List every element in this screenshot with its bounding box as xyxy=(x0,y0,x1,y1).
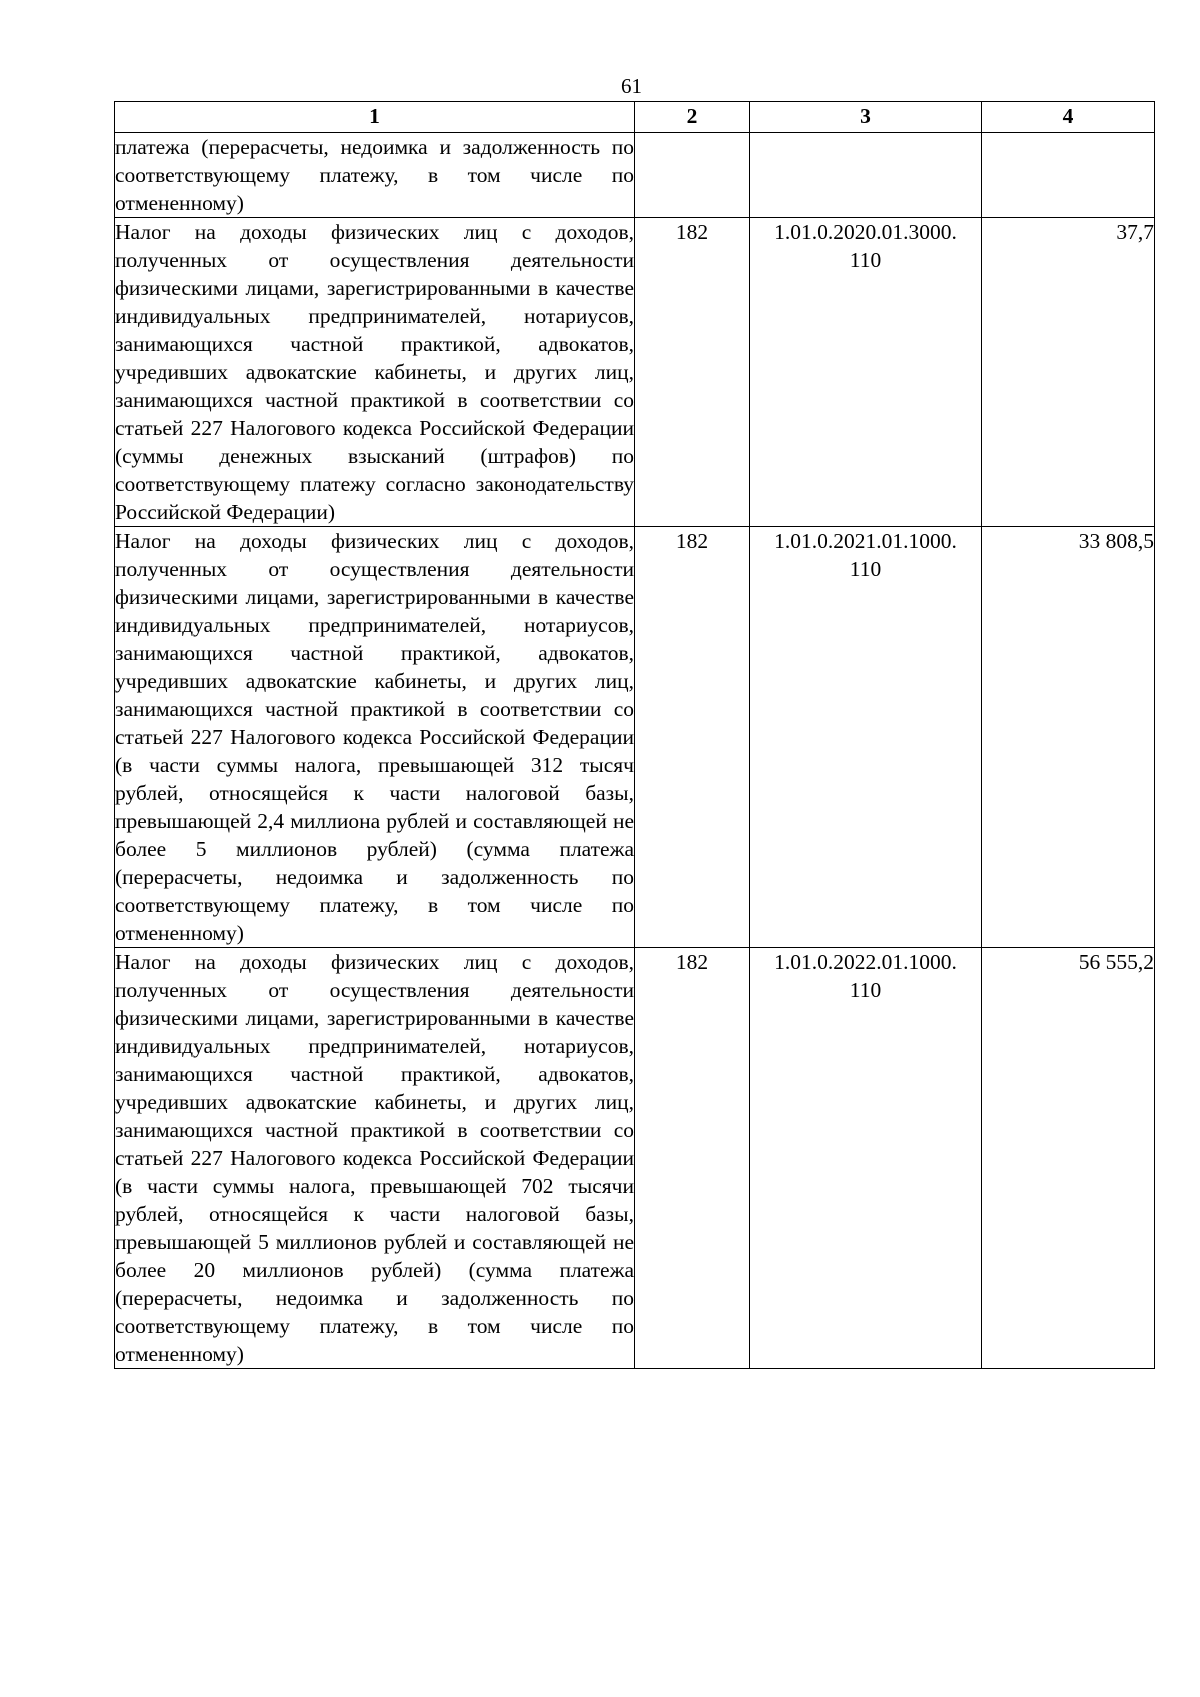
budget-code-line-2: 110 xyxy=(849,978,882,1002)
table-header-row xyxy=(115,102,1155,133)
row-budget-code xyxy=(750,218,982,527)
table-row xyxy=(115,133,1155,218)
row-budget-code xyxy=(750,133,982,218)
row-admin-code xyxy=(635,133,750,218)
row-description: платежа (перерасчеты, недоимка и задолженность по соответствующему платежу, в том числе по отмененному) xyxy=(115,133,635,218)
budget-code-line-1: 1.01.0.2021.01.1000. xyxy=(774,529,957,553)
table-row xyxy=(115,948,1155,1369)
row-amount xyxy=(982,133,1155,218)
budget-code-line-2: 110 xyxy=(849,557,882,581)
budget-code-line-1: 1.01.0.2020.01.3000. xyxy=(774,220,957,244)
row-amount: 37,7 xyxy=(982,218,1155,527)
row-admin-code: 182 xyxy=(635,218,750,527)
row-budget-code xyxy=(750,527,982,948)
row-amount: 56 555,2 xyxy=(982,948,1155,1369)
column-header-2: 2 xyxy=(635,102,750,133)
table-row xyxy=(115,218,1155,527)
table-row xyxy=(115,527,1155,948)
column-header-1: 1 xyxy=(115,102,635,133)
budget-code-line-2: 110 xyxy=(849,248,882,272)
row-description: Налог на доходы физических лиц с доходов, полученных от осуществления деятельности физическими лицами, зарегистрированными в качестве индивидуальных предпринимателей, нотариусов, занимающихся частной практикой, адвокатов, учредивших адвокатские кабинеты, и других лиц, занимающихся частной практикой в соответствии со статьей 227 Налогового кодекса Российской Федерации (в части суммы налога, превышающей 312 тысяч рублей, относящейся к части налоговой базы, превышающей 2,4 миллиона рублей и составляющей не более 5 миллионов рублей) (сумма платежа (перерасчеты, недоимка и задолженность по соответствующему платежу, в том числе по отмененному) xyxy=(115,527,635,948)
column-header-3: 3 xyxy=(750,102,982,133)
budget-table xyxy=(114,101,1155,1369)
row-description: Налог на доходы физических лиц с доходов, полученных от осуществления деятельности физическими лицами, зарегистрированными в качестве индивидуальных предпринимателей, нотариусов, занимающихся частной практикой, адвокатов, учредивших адвокатские кабинеты, и других лиц, занимающихся частной практикой в соответствии со статьей 227 Налогового кодекса Российской Федерации (суммы денежных взысканий (штрафов) по соответствующему платежу согласно законодательству Российской Федерации) xyxy=(115,218,635,527)
row-budget-code xyxy=(750,948,982,1369)
budget-code-line-1: 1.01.0.2022.01.1000. xyxy=(774,950,957,974)
row-description: Налог на доходы физических лиц с доходов, полученных от осуществления деятельности физическими лицами, зарегистрированными в качестве индивидуальных предпринимателей, нотариусов, занимающихся частной практикой, адвокатов, учредивших адвокатские кабинеты, и других лиц, занимающихся частной практикой в соответствии со статьей 227 Налогового кодекса Российской Федерации (в части суммы налога, превышающей 702 тысячи рублей, относящейся к части налоговой базы, превышающей 5 миллионов рублей и составляющей не более 20 миллионов рублей) (сумма платежа (перерасчеты, недоимка и задолженность по соответствующему платежу, в том числе по отмененному) xyxy=(115,948,635,1369)
page-number: 61 xyxy=(621,74,642,98)
row-admin-code: 182 xyxy=(635,948,750,1369)
column-header-4: 4 xyxy=(982,102,1155,133)
row-amount: 33 808,5 xyxy=(982,527,1155,948)
row-admin-code: 182 xyxy=(635,527,750,948)
